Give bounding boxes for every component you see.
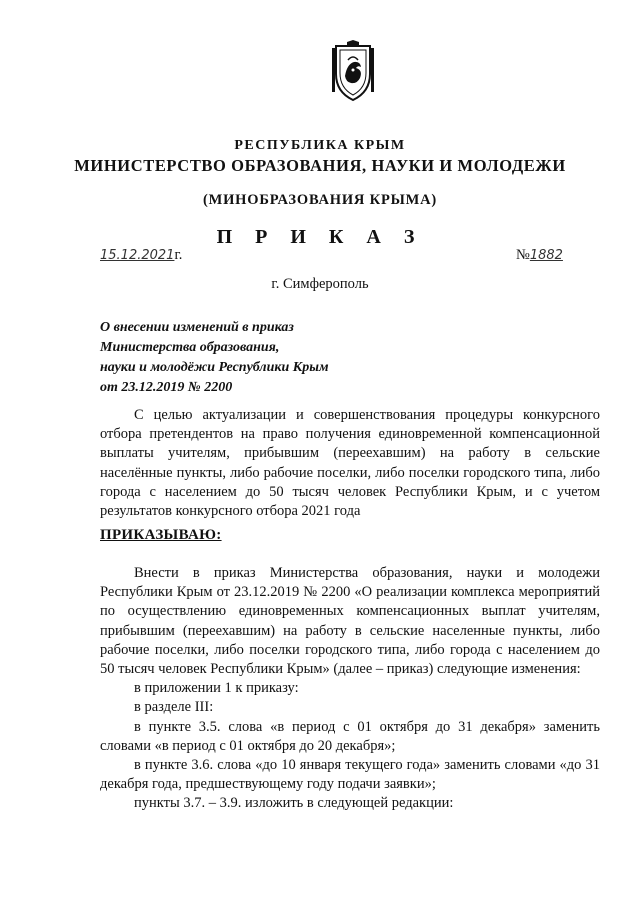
orders-heading: ПРИКАЗЫВАЮ: [100,527,222,543]
body-paragraph: в разделе III: [134,699,214,716]
body-paragraph: в пункте 3.5. слова «в период с 01 октября до 31 декабря» заменить словами «в период с 01 октября до 20 декабря»; [100,718,600,754]
crimea-coat-of-arms-icon [330,40,376,106]
date-handwritten: 15.12.2021 [100,248,175,263]
body-paragraph: в приложении 1 к приказу: [134,680,299,697]
document-type-title: П Р И К А З [216,226,424,248]
number-prefix: № [516,247,530,263]
order-subject [100,318,400,398]
order-date [100,247,182,264]
body-paragraph: в пункте 3.6. слова «до 10 января текущего года» заменить словами «до 31 декабря года, предшествующему году подачи заявки»; [100,757,600,793]
body-paragraph: пункты 3.7. – 3.9. изложить в следующей редакции: [134,795,454,812]
subject-line: науки и молодёжи Республики Крым [100,360,329,375]
subject-line: от 23.12.2019 № 2200 [100,380,233,395]
ministry-abbreviation: (МИНОБРАЗОВАНИЯ КРЫМА) [202,192,438,208]
subject-line: О внесении изменений в приказ [100,320,294,335]
number-handwritten: 1882 [529,248,563,263]
intro-paragraph: С целью актуализации и совершенствования процедуры конкурсного отбора претендентов на право получения единовременной компенсационной выплаты учителям, прибывшим (переехавшим) на работу в сельские населённые пункты, либо рабочие поселки, либо поселки городского типа, либо города с населением до 50 тысяч человек Республики Крым, и с учетом результатов конкурсного отбора 2021 года [100,407,600,520]
subject-line: Министерства образования, [100,340,280,355]
republic-name: РЕСПУБЛИКА КРЫМ [234,138,406,153]
order-number [516,247,563,264]
order-body [100,564,600,814]
ministry-name: МИНИСТЕРСТВО ОБРАЗОВАНИЯ, НАУКИ И МОЛОДЕЖИ [74,156,566,175]
city: г. Симферополь [271,276,369,292]
date-suffix: г. [174,247,183,263]
body-paragraph: Внести в приказ Министерства образования, науки и молодежи Республики Крым от 23.12.2019 № 2200 «О реализации комплекса мероприятий по осуществлению единовременных компенсационных выплат учителям, прибывшим (переехавшим) на работу в сельские населенные пункты, либо рабочие поселки, либо поселки городского типа, либо города с населением до 50 тысяч человек Республики Крым» (далее – приказ) следующие изменения: [100,565,600,678]
